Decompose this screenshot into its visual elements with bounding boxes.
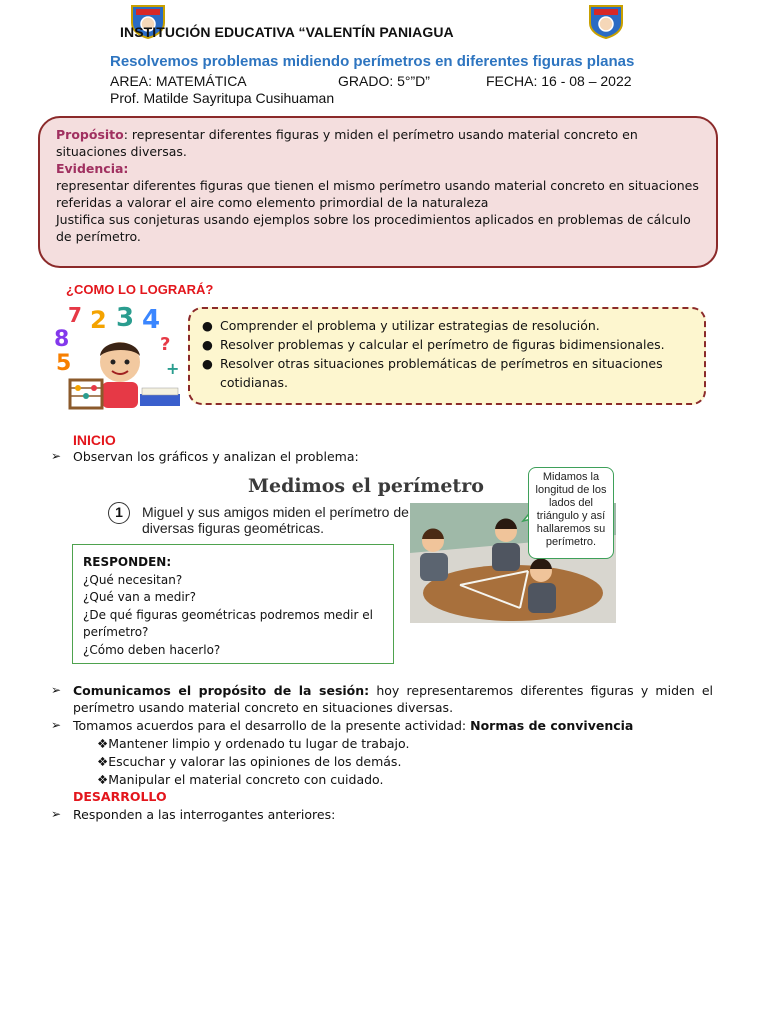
arrow-bullet-icon: ➢ [51, 683, 62, 697]
responden-content [83, 554, 388, 659]
agreements-text: Tomamos acuerdos para el desarrollo de la presente actividad: [73, 718, 471, 733]
evidence-text-1: representar diferentes figuras que tienen el mismo perímetro usando material concreto en situaciones referidas a valorar el aire como elemento primordial de la naturaleza [56, 178, 699, 210]
arrow-bullet-icon: ➢ [51, 807, 62, 821]
session-purpose-label: Comunicamos el propósito de la sesión: [73, 683, 370, 698]
agreements-line [51, 717, 713, 734]
goal-item [198, 316, 698, 335]
teacher-name: Prof. Matilde Sayritupa Cusihuaman [110, 90, 335, 106]
norms-list [97, 735, 409, 789]
session-purpose-text: hoy representaremos diferentes figuras y miden el perímetro usando material concreto en situaciones diversas. [73, 683, 713, 715]
session-purpose [51, 682, 713, 716]
norm-item [97, 753, 409, 771]
bullet-icon: ● [202, 356, 213, 371]
purpose-label: Propósito [56, 127, 124, 142]
svg-text:4: 4 [142, 305, 161, 335]
bullet-icon: ● [202, 337, 213, 352]
norm-text: Escuchar y valorar las opiniones de los demás. [108, 754, 402, 769]
svg-text:+: + [166, 359, 180, 378]
norm-text: Mantener limpio y ordenado tu lugar de trabajo. [108, 736, 410, 751]
purpose-line [56, 126, 706, 160]
answer-text: Responden a las interrogantes anteriores: [73, 807, 336, 822]
goal-text: Resolver otras situaciones problemáticas de perímetros en situaciones cotidianas. [220, 356, 663, 390]
diamond-bullet-icon: ❖ [97, 736, 109, 751]
como-heading: ¿COMO LO LOGRARÁ? [66, 282, 214, 297]
arrow-bullet-icon: ➢ [51, 449, 62, 463]
question-item: ¿Cómo deben hacerlo? [83, 642, 221, 657]
goal-text: Resolver problemas y calcular el perímetro de figuras bidimensionales. [220, 337, 665, 352]
desarrollo-heading: DESARROLLO [73, 789, 167, 804]
evidence-text-2: Justifica sus conjeturas usando ejemplos sobre los procedimientos aplicados en problemas de cálculo de perímetro. [56, 212, 691, 244]
diamond-bullet-icon: ❖ [97, 772, 109, 787]
grade-label: GRADO: 5°”D” [338, 73, 430, 89]
svg-text:3: 3 [116, 303, 135, 333]
goal-item [198, 335, 698, 354]
norm-text: Manipular el material concreto con cuidado. [108, 772, 384, 787]
svg-text:2: 2 [90, 306, 107, 334]
goal-item [198, 354, 698, 392]
area-label: AREA: MATEMÁTICA [110, 73, 247, 89]
responden-heading: RESPONDEN: [83, 555, 172, 569]
svg-text:7: 7 [68, 303, 82, 327]
diamond-bullet-icon: ❖ [97, 754, 109, 769]
agreements-bold: Normas de convivencia [470, 718, 634, 733]
norm-item [97, 771, 409, 789]
goals-list [198, 316, 698, 392]
arrow-bullet-icon: ➢ [51, 718, 62, 732]
problem-text: Miguel y sus amigos miden el perímetro de diversas figuras geométricas. [142, 504, 409, 536]
textbook-title: Medimos el perímetro [248, 475, 484, 497]
svg-text:5: 5 [56, 351, 72, 376]
date-label: FECHA: 16 - 08 – 2022 [486, 73, 632, 89]
goal-text: Comprender el problema y utilizar estrategias de resolución. [220, 318, 600, 333]
school-name: INSTITUCIÓN EDUCATIVA “VALENTÍN PANIAGUA [120, 24, 454, 40]
purpose-text: : representar diferentes figuras y miden el perímetro usando material concreto en situaciones diversas. [56, 127, 638, 159]
speech-bubble: Midamos la longitud de los lados del triángulo y así hallaremos su perímetro. [528, 467, 614, 559]
bullet-icon: ● [202, 318, 213, 333]
school-crest-right-icon [586, 3, 626, 39]
norm-item [97, 735, 409, 753]
answer-line [51, 806, 713, 823]
observe-line [51, 449, 359, 464]
problem-number: 1 [108, 502, 130, 524]
purpose-content [56, 126, 706, 245]
observe-text: Observan los gráficos y analizan el problema: [73, 449, 359, 464]
session-title: Resolvemos problemas midiendo perímetros en diferentes figuras planas [110, 53, 635, 70]
numbers-child-illustration [50, 300, 190, 415]
question-item: ¿Qué van a medir? [83, 590, 196, 604]
svg-text:?: ? [160, 334, 171, 355]
svg-text:8: 8 [54, 327, 70, 352]
question-item: ¿De qué figuras geométricas podremos medir el perímetro? [83, 607, 373, 639]
question-item: ¿Qué necesitan? [83, 572, 183, 587]
evidence-label: Evidencia: [56, 161, 129, 176]
inicio-heading: INICIO [73, 432, 116, 448]
